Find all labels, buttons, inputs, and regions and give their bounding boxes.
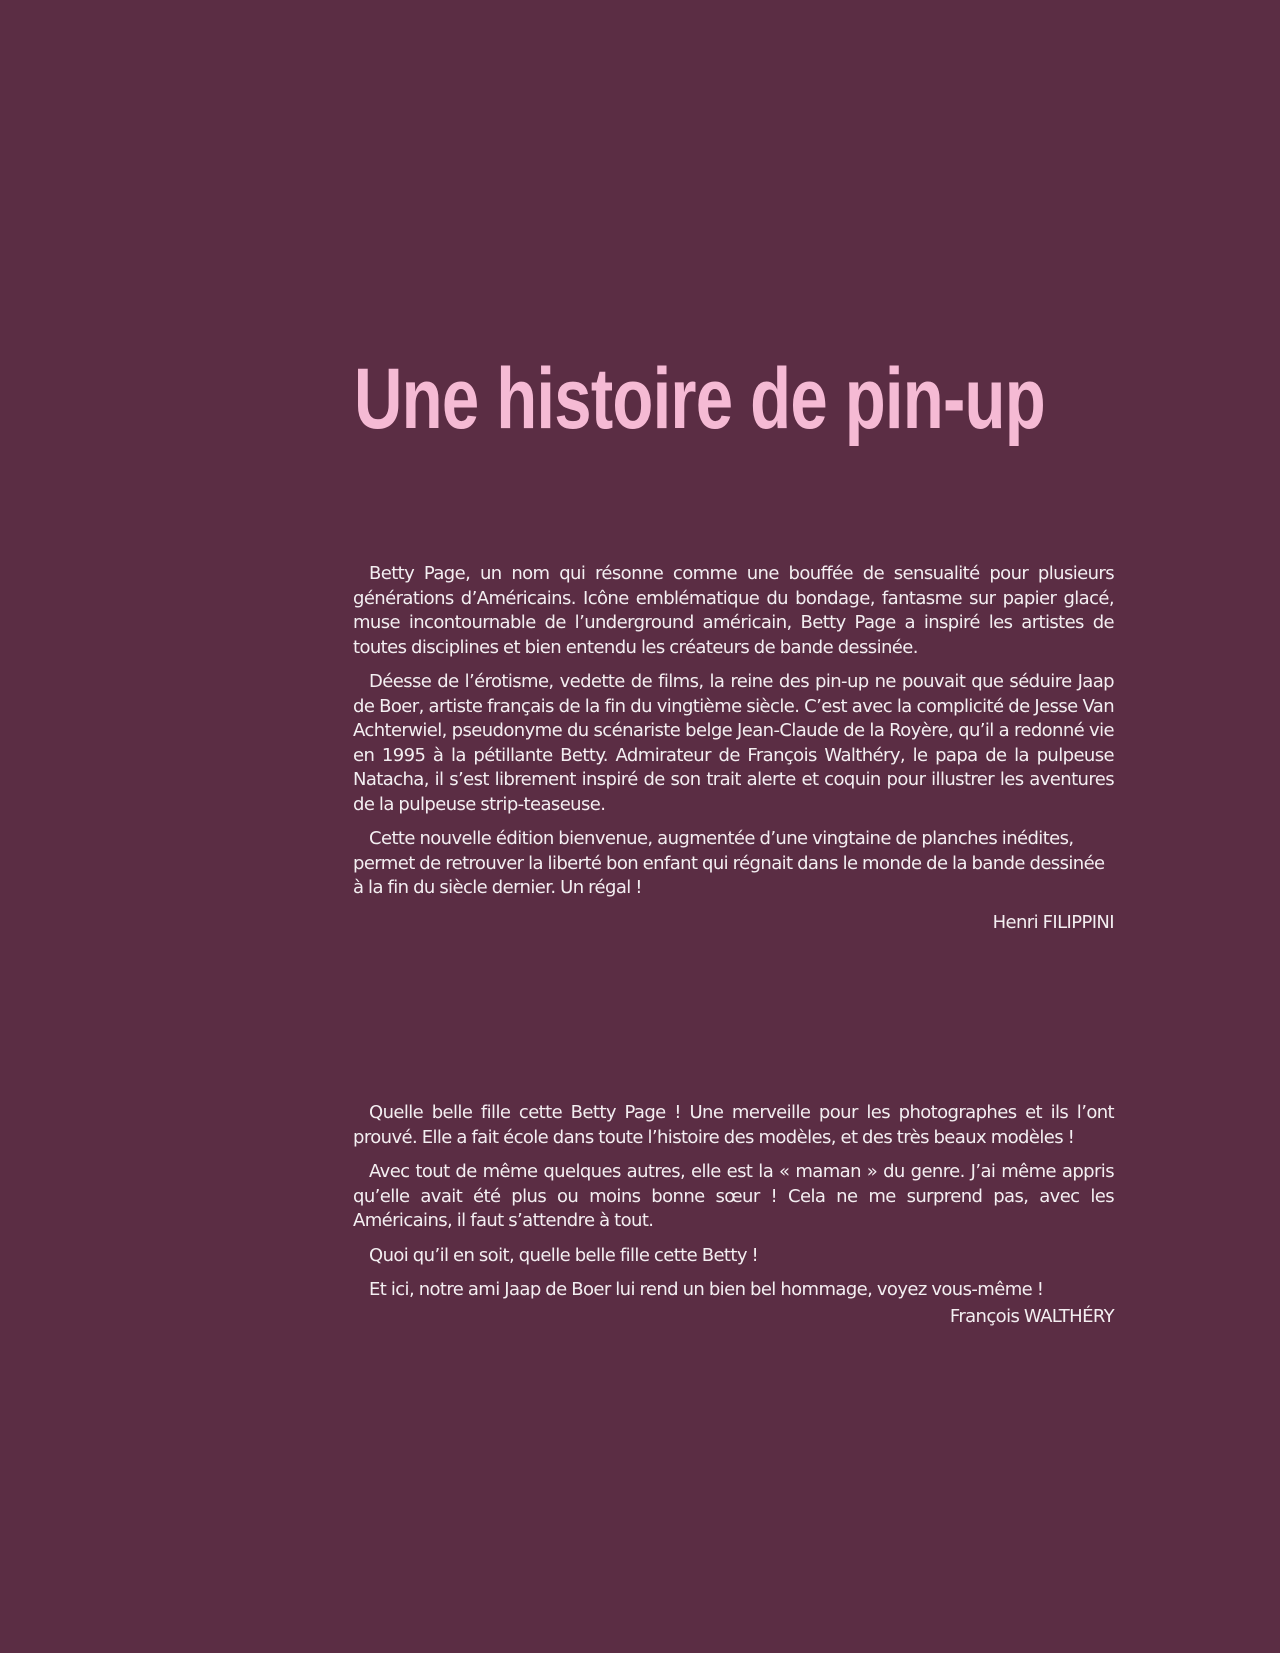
paragraph: Et ici, notre ami Jaap de Boer lui rend un bien bel hommage, voyez vous-même ! (369, 1279, 1044, 1300)
page-title: Une histoire de pin-up (354, 351, 1045, 447)
paragraph: Quelle belle fille cette Betty Page ! Une merveille pour les photographes et ils l’ont prouvé. Elle a fait école dans toute l’histoire des modèles, et des très beaux modèles ! (353, 1102, 1114, 1148)
preface-walthery (353, 1101, 1114, 1329)
signature: Henri FILIPPINI (992, 911, 1114, 933)
signature: François WALTHÉRY (949, 1305, 1114, 1327)
paragraph: Déesse de l’érotisme, vedette de films, la reine des pin-up ne pouvait que séduire Jaap de Boer, artiste français de la fin du vingtième siècle. C’est avec la complicité de Jesse Van Achterwiel, pseudonyme du scénariste belge Jean-Claude de la Royère, qu’il a redonné vie en 1995 à la pétillante Betty. Admirateur de François Walthéry, le papa de la pulpeuse Natacha, il s’est librement inspiré de son trait alerte et coquin pour illustrer les aventures de la pulpeuse strip-teaseuse. (353, 671, 1114, 815)
paragraph: Quoi qu’il en soit, quelle belle fille cette Betty ! (369, 1244, 759, 1266)
paragraph: Betty Page, un nom qui résonne comme une bouffée de sensualité pour plusieurs générations d’Américains. Icône emblématique du bondage, fantasme sur papier glacé, muse incontournable de l’underground américain, Betty Page a inspiré les artistes de toutes disciplines et bien entendu les créateurs de bande dessinée. (353, 563, 1114, 658)
preface-filippini (353, 562, 1114, 935)
paragraph: Avec tout de même quelques autres, elle est la « maman » du genre. J’ai même appris qu’elle avait été plus ou moins bonne sœur ! Cela ne me surprend pas, avec les Américains, il faut s’attendre à tout. (353, 1161, 1114, 1231)
paragraph: Cette nouvelle édition bienvenue, augmentée d’une vingtaine de planches inédites, permet de retrouver la liberté bon enfant qui régnait dans le monde de la bande dessinée à la fin du siècle dernier. Un régal ! (353, 828, 1105, 898)
